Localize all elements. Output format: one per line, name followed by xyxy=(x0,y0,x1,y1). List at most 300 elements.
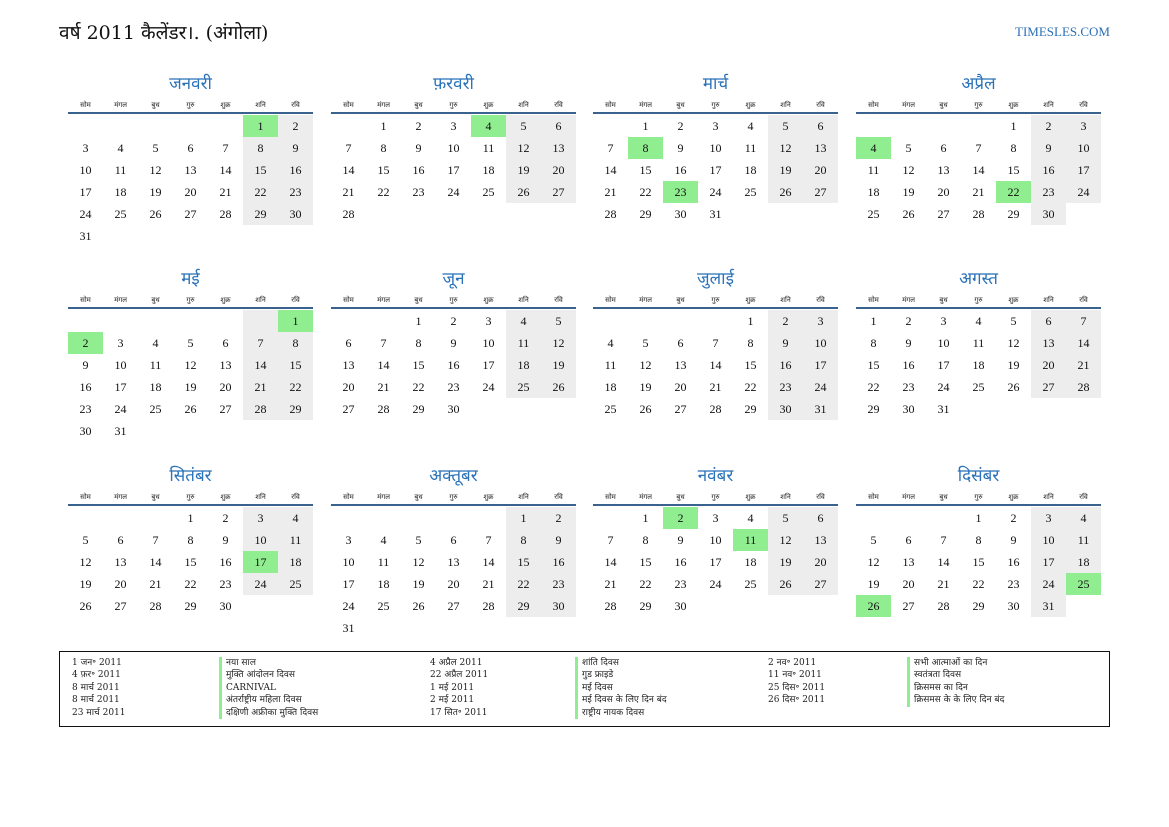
day-cell: 11 xyxy=(149,358,162,372)
day-cell: 5 xyxy=(541,310,576,332)
weekday-label: शुक्र xyxy=(220,101,231,109)
day-cell: 16 xyxy=(1031,159,1066,181)
day-cell: 5 xyxy=(870,533,877,547)
empty-day-cell xyxy=(891,507,926,529)
weekday-label: सोम xyxy=(80,296,91,304)
day-cell: 23 xyxy=(219,577,232,591)
day-cell: 16 xyxy=(219,555,232,569)
weekday-header xyxy=(68,490,313,506)
day-cell: 5 xyxy=(905,141,912,155)
day-cell: 13 xyxy=(803,137,838,159)
weekday-label: बुध xyxy=(939,101,948,109)
day-cell: 11 xyxy=(482,141,495,155)
weekday-header xyxy=(331,490,576,506)
day-cell: 29 xyxy=(184,599,197,613)
empty-day-cell xyxy=(471,507,506,529)
day-cell: 1 xyxy=(380,119,387,133)
day-cell: 23 xyxy=(1007,577,1020,591)
holiday-name: स्वतंत्रता दिवस xyxy=(907,669,1004,681)
day-cell: 4 xyxy=(607,336,614,350)
day-cell: 12 xyxy=(1007,336,1020,350)
weekday-label: शनि xyxy=(518,101,529,109)
weekday-label: बुध xyxy=(939,493,948,501)
day-cell: 11 xyxy=(114,163,127,177)
day-cell: 20 xyxy=(114,577,127,591)
weekday-label: शुक्र xyxy=(483,296,494,304)
weekday-label: गुरु xyxy=(711,493,720,501)
weekday-header xyxy=(856,293,1101,309)
weekday-header xyxy=(856,98,1101,114)
day-cell: 11 xyxy=(506,332,541,354)
day-cell: 8 xyxy=(642,533,649,547)
day-cell: 9 xyxy=(278,137,313,159)
weekday-label: गुरु xyxy=(711,296,720,304)
day-cell: 26 xyxy=(541,376,576,398)
empty-day-cell xyxy=(103,115,138,137)
day-cell: 9 xyxy=(541,529,576,551)
day-cell: 6 xyxy=(940,141,947,155)
holiday-date: 22 अप्रैल 2011 xyxy=(430,670,489,681)
weekday-label: सोम xyxy=(605,493,616,501)
weekday-label: गुरु xyxy=(449,493,458,501)
day-cell: 1 xyxy=(415,314,422,328)
weekday-label: रवि xyxy=(1079,296,1088,304)
month-calendar xyxy=(593,265,838,420)
day-cell: 30 xyxy=(447,402,460,416)
weekday-label: बुध xyxy=(676,296,685,304)
day-cell: 25 xyxy=(482,185,495,199)
day-cell: 7 xyxy=(607,141,614,155)
day-cell: 21 xyxy=(937,577,950,591)
day-cell: 26 xyxy=(149,207,162,221)
holiday-day-cell: 4 xyxy=(856,137,891,159)
empty-day-cell xyxy=(103,507,138,529)
weekday-header xyxy=(593,293,838,309)
holiday-day-cell: 17 xyxy=(243,551,278,573)
day-cell: 22 xyxy=(377,185,390,199)
weekday-label: शुक्र xyxy=(1008,101,1019,109)
day-cell: 27 xyxy=(1031,376,1066,398)
day-cell: 2 xyxy=(415,119,422,133)
holiday-date: 8 मार्च 2011 xyxy=(72,695,120,706)
weekday-label: शनि xyxy=(780,493,791,501)
weekday-label: शनि xyxy=(780,296,791,304)
weekday-label: सोम xyxy=(868,101,879,109)
empty-day-cell xyxy=(68,310,103,332)
weekday-label: बुध xyxy=(151,493,160,501)
weekday-header xyxy=(68,293,313,309)
day-cell: 7 xyxy=(607,533,614,547)
day-cell: 10 xyxy=(447,141,460,155)
day-cell: 1 xyxy=(747,314,754,328)
day-grid xyxy=(856,506,1101,617)
weekday-label: सोम xyxy=(868,296,879,304)
weekday-label: शुक्र xyxy=(1008,493,1019,501)
day-cell: 10 xyxy=(709,141,722,155)
day-cell: 23 xyxy=(674,577,687,591)
holiday-date: 11 नव॰ 2011 xyxy=(768,670,822,681)
day-cell: 21 xyxy=(604,577,617,591)
day-cell: 12 xyxy=(506,137,541,159)
day-cell: 30 xyxy=(674,599,687,613)
weekday-label: शनि xyxy=(1043,296,1054,304)
day-cell: 29 xyxy=(1007,207,1020,221)
day-cell: 24 xyxy=(1066,181,1101,203)
holiday-date-column xyxy=(768,657,825,707)
day-cell: 16 xyxy=(674,555,687,569)
day-cell: 2 xyxy=(768,310,803,332)
empty-day-cell xyxy=(401,507,436,529)
day-cell: 10 xyxy=(1031,529,1066,551)
day-cell: 23 xyxy=(1031,181,1066,203)
day-cell: 15 xyxy=(243,159,278,181)
weekday-label: रवि xyxy=(816,493,825,501)
weekday-label: मंगल xyxy=(902,493,915,501)
month-name: अक्तूबर xyxy=(429,466,478,486)
weekday-label: शुक्र xyxy=(483,101,494,109)
weekday-label: बुध xyxy=(676,101,685,109)
day-cell: 26 xyxy=(1007,380,1020,394)
day-grid xyxy=(856,114,1101,225)
day-cell: 1 xyxy=(1010,119,1017,133)
weekday-label: गुरु xyxy=(186,493,195,501)
day-cell: 23 xyxy=(902,380,915,394)
day-cell: 9 xyxy=(1010,533,1017,547)
month-calendar xyxy=(856,70,1101,225)
empty-day-cell xyxy=(208,115,243,137)
weekday-header xyxy=(856,490,1101,506)
day-cell: 15 xyxy=(639,555,652,569)
day-cell: 31 xyxy=(1031,595,1066,617)
weekday-label: रवि xyxy=(554,493,563,501)
day-cell: 5 xyxy=(187,336,194,350)
day-cell: 4 xyxy=(747,511,754,525)
weekday-label: सोम xyxy=(605,101,616,109)
month-name: दिसंबर xyxy=(957,466,1000,486)
day-cell: 4 xyxy=(380,533,387,547)
day-cell: 28 xyxy=(709,402,722,416)
weekday-label: मंगल xyxy=(114,296,127,304)
day-cell: 27 xyxy=(541,181,576,203)
day-cell: 7 xyxy=(712,336,719,350)
day-cell: 19 xyxy=(902,185,915,199)
day-cell: 24 xyxy=(803,376,838,398)
day-cell: 16 xyxy=(1007,555,1020,569)
day-cell: 10 xyxy=(79,163,92,177)
day-cell: 31 xyxy=(114,424,127,438)
day-cell: 18 xyxy=(482,163,495,177)
day-cell: 6 xyxy=(677,336,684,350)
month-name: सितंबर xyxy=(169,466,212,486)
day-cell: 7 xyxy=(222,141,229,155)
day-cell: 15 xyxy=(639,163,652,177)
day-cell: 28 xyxy=(972,207,985,221)
day-cell: 22 xyxy=(412,380,425,394)
day-cell: 8 xyxy=(243,137,278,159)
day-cell: 8 xyxy=(506,529,541,551)
day-cell: 3 xyxy=(712,511,719,525)
empty-day-cell xyxy=(698,310,733,332)
holiday-date: 2 मई 2011 xyxy=(430,695,475,706)
day-cell: 22 xyxy=(744,380,757,394)
day-cell: 25 xyxy=(972,380,985,394)
day-cell: 11 xyxy=(278,529,313,551)
day-cell: 22 xyxy=(639,577,652,591)
day-cell: 24 xyxy=(937,380,950,394)
site-link[interactable]: TIMESLES.COM xyxy=(1015,24,1110,39)
day-cell: 7 xyxy=(243,332,278,354)
day-cell: 15 xyxy=(744,358,757,372)
weekday-label: रवि xyxy=(554,101,563,109)
day-cell: 14 xyxy=(604,555,617,569)
weekday-label: गुरु xyxy=(711,101,720,109)
day-cell: 30 xyxy=(541,595,576,617)
day-cell: 27 xyxy=(219,402,232,416)
day-cell: 3 xyxy=(803,310,838,332)
day-cell: 12 xyxy=(184,358,197,372)
day-cell: 28 xyxy=(219,207,232,221)
day-cell: 4 xyxy=(117,141,124,155)
day-cell: 4 xyxy=(1066,507,1101,529)
holiday-name: CARNIVAL xyxy=(219,682,318,694)
holiday-day-cell: 8 xyxy=(628,137,663,159)
weekday-label: बुध xyxy=(151,101,160,109)
day-cell: 8 xyxy=(747,336,754,350)
day-cell: 3 xyxy=(940,314,947,328)
weekday-label: मंगल xyxy=(377,101,390,109)
day-cell: 1 xyxy=(870,314,877,328)
weekday-label: शनि xyxy=(780,101,791,109)
day-grid xyxy=(331,506,576,639)
day-cell: 24 xyxy=(79,207,92,221)
day-cell: 8 xyxy=(975,533,982,547)
weekday-label: शुक्र xyxy=(745,101,756,109)
weekday-label: शनि xyxy=(1043,101,1054,109)
day-cell: 15 xyxy=(506,551,541,573)
day-cell: 5 xyxy=(152,141,159,155)
day-cell: 26 xyxy=(412,599,425,613)
day-cell: 18 xyxy=(744,163,757,177)
day-cell: 27 xyxy=(937,207,950,221)
holiday-date: 25 दिस॰ 2011 xyxy=(768,682,826,693)
day-cell: 1 xyxy=(642,511,649,525)
weekday-label: रवि xyxy=(816,296,825,304)
day-cell: 28 xyxy=(604,599,617,613)
month-name: मई xyxy=(181,269,200,289)
day-cell: 5 xyxy=(1010,314,1017,328)
day-cell: 5 xyxy=(642,336,649,350)
day-cell: 25 xyxy=(377,599,390,613)
day-cell: 12 xyxy=(149,163,162,177)
day-cell: 9 xyxy=(415,141,422,155)
empty-day-cell xyxy=(663,310,698,332)
day-cell: 28 xyxy=(482,599,495,613)
day-cell: 9 xyxy=(1031,137,1066,159)
month-calendar xyxy=(68,462,313,617)
holiday-name: शांति दिवस xyxy=(575,657,667,669)
day-cell: 21 xyxy=(377,380,390,394)
day-cell: 24 xyxy=(447,185,460,199)
day-cell: 18 xyxy=(744,555,757,569)
day-cell: 14 xyxy=(219,163,232,177)
weekday-label: मंगल xyxy=(114,101,127,109)
day-cell: 14 xyxy=(972,163,985,177)
day-cell: 2 xyxy=(450,314,457,328)
day-cell: 21 xyxy=(604,185,617,199)
empty-day-cell xyxy=(173,115,208,137)
day-cell: 8 xyxy=(380,141,387,155)
day-cell: 15 xyxy=(972,555,985,569)
holiday-name: मुक्ति आंदोलन दिवस xyxy=(219,669,318,681)
day-grid xyxy=(68,309,313,442)
day-cell: 30 xyxy=(278,203,313,225)
holiday-day-cell: 11 xyxy=(733,529,768,551)
day-cell: 2 xyxy=(222,511,229,525)
day-cell: 12 xyxy=(541,332,576,354)
day-cell: 3 xyxy=(243,507,278,529)
weekday-label: शुक्र xyxy=(745,493,756,501)
holiday-date: 4 फ़र॰ 2011 xyxy=(72,670,121,681)
day-cell: 18 xyxy=(114,185,127,199)
holiday-name-column xyxy=(575,657,667,719)
holiday-name-column xyxy=(907,657,1004,707)
weekday-label: सोम xyxy=(868,493,879,501)
day-cell: 16 xyxy=(278,159,313,181)
day-cell: 27 xyxy=(184,207,197,221)
day-cell: 1 xyxy=(975,511,982,525)
day-cell: 27 xyxy=(447,599,460,613)
day-cell: 26 xyxy=(184,402,197,416)
day-cell: 20 xyxy=(342,380,355,394)
empty-day-cell xyxy=(891,115,926,137)
day-cell: 9 xyxy=(677,141,684,155)
day-cell: 12 xyxy=(639,358,652,372)
day-cell: 20 xyxy=(803,551,838,573)
day-cell: 29 xyxy=(867,402,880,416)
day-cell: 29 xyxy=(639,207,652,221)
day-cell: 22 xyxy=(243,181,278,203)
day-cell: 28 xyxy=(604,207,617,221)
day-cell: 25 xyxy=(114,207,127,221)
day-cell: 17 xyxy=(79,185,92,199)
empty-day-cell xyxy=(926,115,961,137)
empty-day-cell xyxy=(68,115,103,137)
day-cell: 7 xyxy=(975,141,982,155)
day-cell: 7 xyxy=(380,336,387,350)
day-cell: 4 xyxy=(975,314,982,328)
weekday-label: बुध xyxy=(151,296,160,304)
day-cell: 13 xyxy=(541,137,576,159)
holiday-date: 8 मार्च 2011 xyxy=(72,682,120,693)
day-cell: 13 xyxy=(1031,332,1066,354)
day-cell: 21 xyxy=(972,185,985,199)
day-cell: 16 xyxy=(541,551,576,573)
day-cell: 15 xyxy=(377,163,390,177)
day-cell: 15 xyxy=(867,358,880,372)
day-cell: 23 xyxy=(278,181,313,203)
day-cell: 2 xyxy=(677,119,684,133)
day-grid xyxy=(593,309,838,420)
day-cell: 1 xyxy=(187,511,194,525)
day-cell: 23 xyxy=(79,402,92,416)
day-cell: 11 xyxy=(867,163,880,177)
empty-day-cell xyxy=(926,507,961,529)
day-cell: 2 xyxy=(1010,511,1017,525)
day-cell: 8 xyxy=(187,533,194,547)
day-cell: 3 xyxy=(82,141,89,155)
weekday-label: मंगल xyxy=(639,101,652,109)
day-cell: 6 xyxy=(1031,310,1066,332)
month-name: फ़रवरी xyxy=(433,74,474,94)
day-grid xyxy=(331,309,576,420)
day-cell: 6 xyxy=(117,533,124,547)
day-cell: 15 xyxy=(278,354,313,376)
day-cell: 25 xyxy=(744,577,757,591)
month-calendar xyxy=(331,462,576,639)
day-cell: 28 xyxy=(1066,376,1101,398)
holiday-date: 2 नव॰ 2011 xyxy=(768,658,817,668)
day-cell: 26 xyxy=(79,599,92,613)
weekday-label: रवि xyxy=(291,493,300,501)
day-cell: 17 xyxy=(447,163,460,177)
day-cell: 20 xyxy=(1031,354,1066,376)
day-cell: 27 xyxy=(902,599,915,613)
weekday-label: सोम xyxy=(343,101,354,109)
holiday-day-cell: 25 xyxy=(1066,573,1101,595)
day-cell: 4 xyxy=(747,119,754,133)
empty-day-cell xyxy=(593,310,628,332)
day-cell: 10 xyxy=(709,533,722,547)
day-cell: 13 xyxy=(114,555,127,569)
day-cell: 24 xyxy=(709,577,722,591)
weekday-label: सोम xyxy=(343,296,354,304)
day-cell: 7 xyxy=(1066,310,1101,332)
day-cell: 8 xyxy=(415,336,422,350)
month-calendar xyxy=(331,70,576,225)
day-cell: 7 xyxy=(485,533,492,547)
month-name: जून xyxy=(442,269,465,289)
holiday-list xyxy=(59,651,1110,727)
day-cell: 12 xyxy=(867,555,880,569)
day-cell: 10 xyxy=(114,358,127,372)
month-calendar xyxy=(856,265,1101,420)
weekday-label: मंगल xyxy=(639,493,652,501)
day-cell: 7 xyxy=(345,141,352,155)
day-cell: 13 xyxy=(184,163,197,177)
weekday-label: शनि xyxy=(255,296,266,304)
day-cell: 26 xyxy=(768,573,803,595)
day-cell: 4 xyxy=(278,507,313,529)
day-cell: 25 xyxy=(867,207,880,221)
empty-day-cell xyxy=(961,115,996,137)
month-calendar xyxy=(68,265,313,442)
weekday-label: शुक्र xyxy=(483,493,494,501)
weekday-label: शुक्र xyxy=(745,296,756,304)
day-cell: 6 xyxy=(450,533,457,547)
day-cell: 13 xyxy=(342,358,355,372)
day-cell: 2 xyxy=(278,115,313,137)
day-cell: 3 xyxy=(1031,507,1066,529)
empty-day-cell xyxy=(593,507,628,529)
day-cell: 22 xyxy=(867,380,880,394)
day-cell: 20 xyxy=(674,380,687,394)
weekday-label: सोम xyxy=(80,493,91,501)
day-cell: 30 xyxy=(79,424,92,438)
day-cell: 28 xyxy=(377,402,390,416)
day-cell: 19 xyxy=(541,354,576,376)
day-cell: 6 xyxy=(345,336,352,350)
day-cell: 9 xyxy=(677,533,684,547)
